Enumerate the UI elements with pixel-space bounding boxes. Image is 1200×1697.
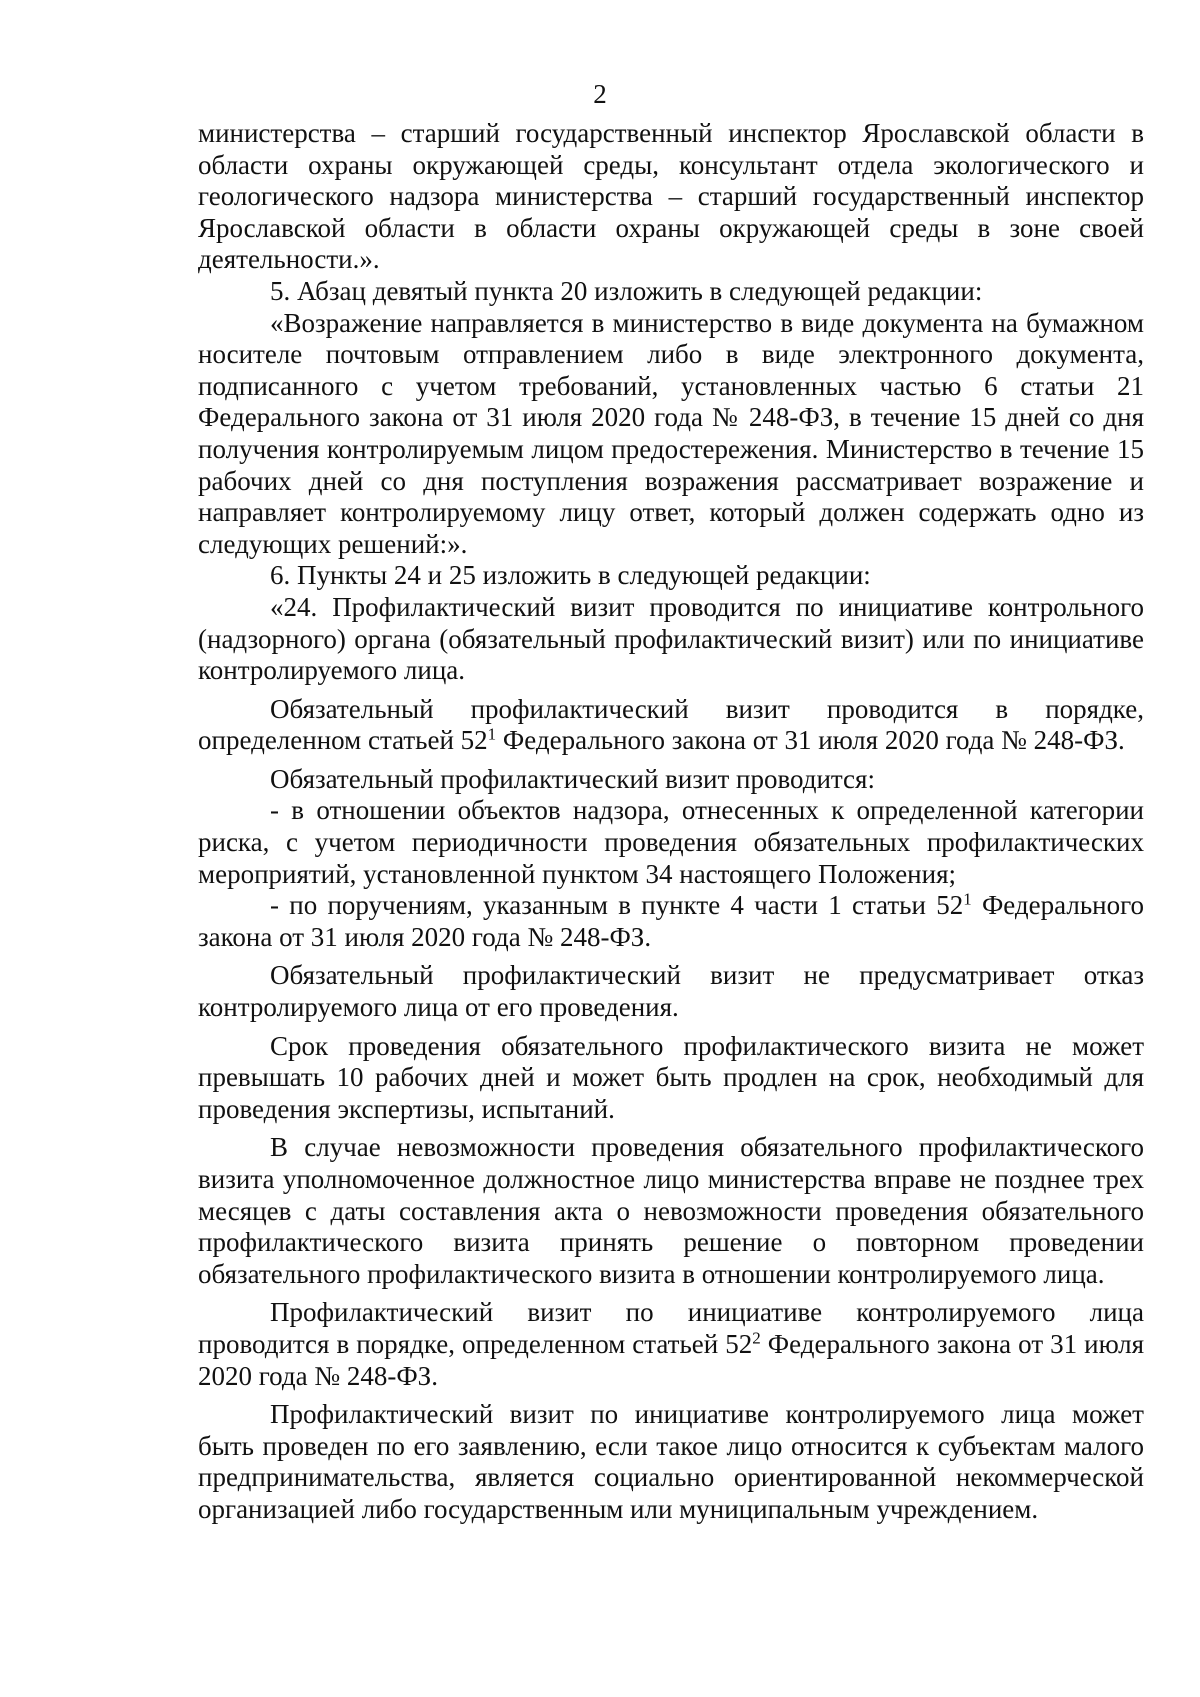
page-number: 2 (593, 79, 607, 109)
text-segment: Федерального закона от 31 июля 2020 года № 248-ФЗ. (496, 725, 1125, 756)
text-segment: - по поручениям, указанным в пункте 4 части 1 статьи 52 (270, 890, 964, 921)
paragraph-objection-text: «Возражение направляется в министерство в виде документа на бумажном носителе почтовым отправлением либо в виде электронного документа, подписанного с учетом требований, установленных частью 6 статьи 21 Федерального закона от 31 июля 2020 года № 248-ФЗ, в течение 15 дней со дня получения контролируемым лицом предостережения. Министерство в течение 15 рабочих дней со дня поступления возражения рассматривает возражение и направляет контролируемому лицу ответ, который должен содержать одно из следующих решений:». (198, 307, 1144, 559)
paragraph-mandatory-visit-conducted: Обязательный профилактический визит проводится: (270, 763, 875, 794)
superscript: 2 (752, 1328, 761, 1348)
superscript: 1 (963, 889, 972, 909)
paragraph-impossibility: В случае невозможности проведения обязательного профилактического визита уполномоченное должностное лицо министерства вправе не позднее трех месяцев с даты составления акта о невозможности проведения обязательного профилактического визита принять решение о повторном проведении обязательного профилактического визита в отношении контролируемого лица. (198, 1132, 1144, 1289)
paragraph-list-item-orders (198, 890, 1144, 953)
text-segment: Профилактический визит по инициативе контролируемого лица проводится в порядке, определенном статьей 52 (198, 1297, 1144, 1359)
superscript: 1 (487, 724, 497, 744)
paragraph-initiative-visit-conditions: Профилактический визит по инициативе контролируемого лица может быть проведен по его заявлению, если такое лицо относится к субъектам малого предпринимательства, является социально ориентированной некоммерческой организацией либо государственным или муниципальным учреждением. (198, 1399, 1144, 1524)
text-segment: Обязательный профилактический визит проводится в порядке, определенном статьей 52 (198, 693, 1144, 756)
paragraph-continuation: министерства – старший государственный инспектор Ярославской области в области охраны окружающей среды, консультант отдела экологического и геологического надзора министерства – старший государственный инспектор Ярославской области в области охраны окружающей среды в зоне своей деятельности.». (198, 118, 1144, 275)
paragraph-item-24: «24. Профилактический визит проводится по инициативе контрольного (надзорного) органа (обязательный профилактический визит) или по инициативе контролируемого лица. (198, 591, 1144, 686)
paragraph-item-6: 6. Пункты 24 и 25 изложить в следующей редакции: (270, 560, 871, 591)
document-body (198, 118, 1144, 1526)
paragraph-list-item-risk: - в отношении объектов надзора, отнесенных к определенной категории риска, с учетом периодичности проведения обязательных профилактических мероприятий, установленной пунктом 34 настоящего Положения; (198, 795, 1144, 889)
paragraph-no-refusal: Обязательный профилактический визит не предусматривает отказ контролируемого лица от его проведения. (198, 960, 1144, 1023)
paragraph-item-5: 5. Абзац девятый пункта 20 изложить в следующей редакции: (270, 275, 983, 306)
paragraph-mandatory-visit-order (198, 694, 1144, 757)
paragraph-visit-term: Срок проведения обязательного профилактического визита не может превышать 10 рабочих дней и может быть продлен на срок, необходимый для проведения экспертизы, испытаний. (198, 1030, 1144, 1124)
text-segment: Федерального закона от 31 июля 2020 года № 248-ФЗ. (198, 890, 1144, 952)
paragraph-initiative-visit-order (198, 1297, 1144, 1392)
text-segment: Федерального закона от 31 июля 2020 года № 248-ФЗ. (198, 1328, 1144, 1391)
